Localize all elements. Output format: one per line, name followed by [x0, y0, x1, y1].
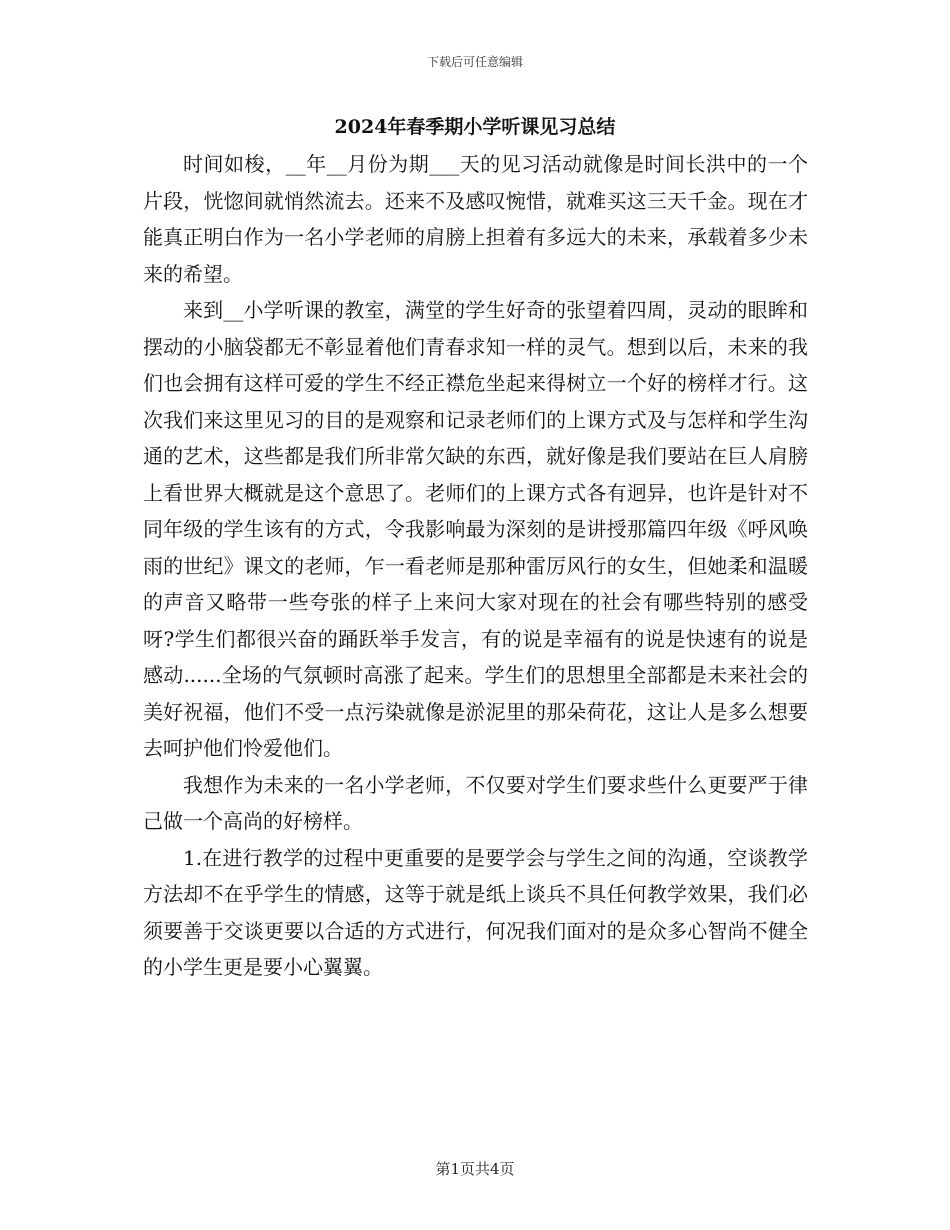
paragraph-4: 1.在进行教学的过程中更重要的是要学会与学生之间的沟通，空谈教学方法却不在乎学生的情感，这等于就是纸上谈兵不具任何教学效果，我们必须要善于交谈更要以合适的方式进行，何况我们面对的是众多心智尚不健全的小学生更是要小心翼翼。 — [143, 845, 808, 979]
page-header: 下载后可任意编辑 — [426, 55, 523, 69]
paragraph-3: 我想作为未来的一名小学老师，不仅要对学生们要求些什么更要严于律己做一个高尚的好榜样。 — [143, 772, 808, 833]
document-title: 2024年春季期小学听课见习总结 — [334, 116, 616, 138]
document-body — [143, 146, 808, 986]
paragraph-1: 时间如梭，__年__月份为期___天的见习活动就像是时间长洪中的一个片段，恍惚间就悄然流去。还来不及感叹惋惜，就难买这三天千金。现在才能真正明白作为一名小学老师的肩膀上担着有多远大的未来，承载着多少未来的希望。 — [143, 152, 808, 286]
paragraph-2: 来到__小学听课的教室，满堂的学生好奇的张望着四周，灵动的眼眸和摆动的小脑袋都无不彰显着他们青春求知一样的灵气。想到以后，未来的我们也会拥有这样可爱的学生不经正襟危坐起来得树立一个好的榜样才行。这次我们来这里见习的目的是观察和记录老师们的上课方式及与怎样和学生沟通的艺术，这些都是我们所非常欠缺的东西，就好像是我们要站在巨人肩膀上看世界大概就是这个意思了。老师们的上课方式各有迥异，也许是针对不同年级的学生该有的方式，令我影响最为深刻的是讲授那篇四年级《呼风唤雨的世纪》课文的老师，乍一看老师是那种雷厉风行的女生，但她柔和温暖的声音又略带一些夸张的样子上来问大家对现在的社会有哪些特别的感受呀?学生们都很兴奋的踊跃举手发言，有的说是幸福有的说是快速有的说是感动......全场的气氛顿时高涨了起来。学生们的思想里全部都是未来社会的美好祝福，他们不受一点污染就像是淤泥里的那朵荷花，这让人是多么想要去呵护他们怜爱他们。 — [143, 298, 808, 760]
page-number: 第1页共4页 — [435, 1160, 515, 1178]
